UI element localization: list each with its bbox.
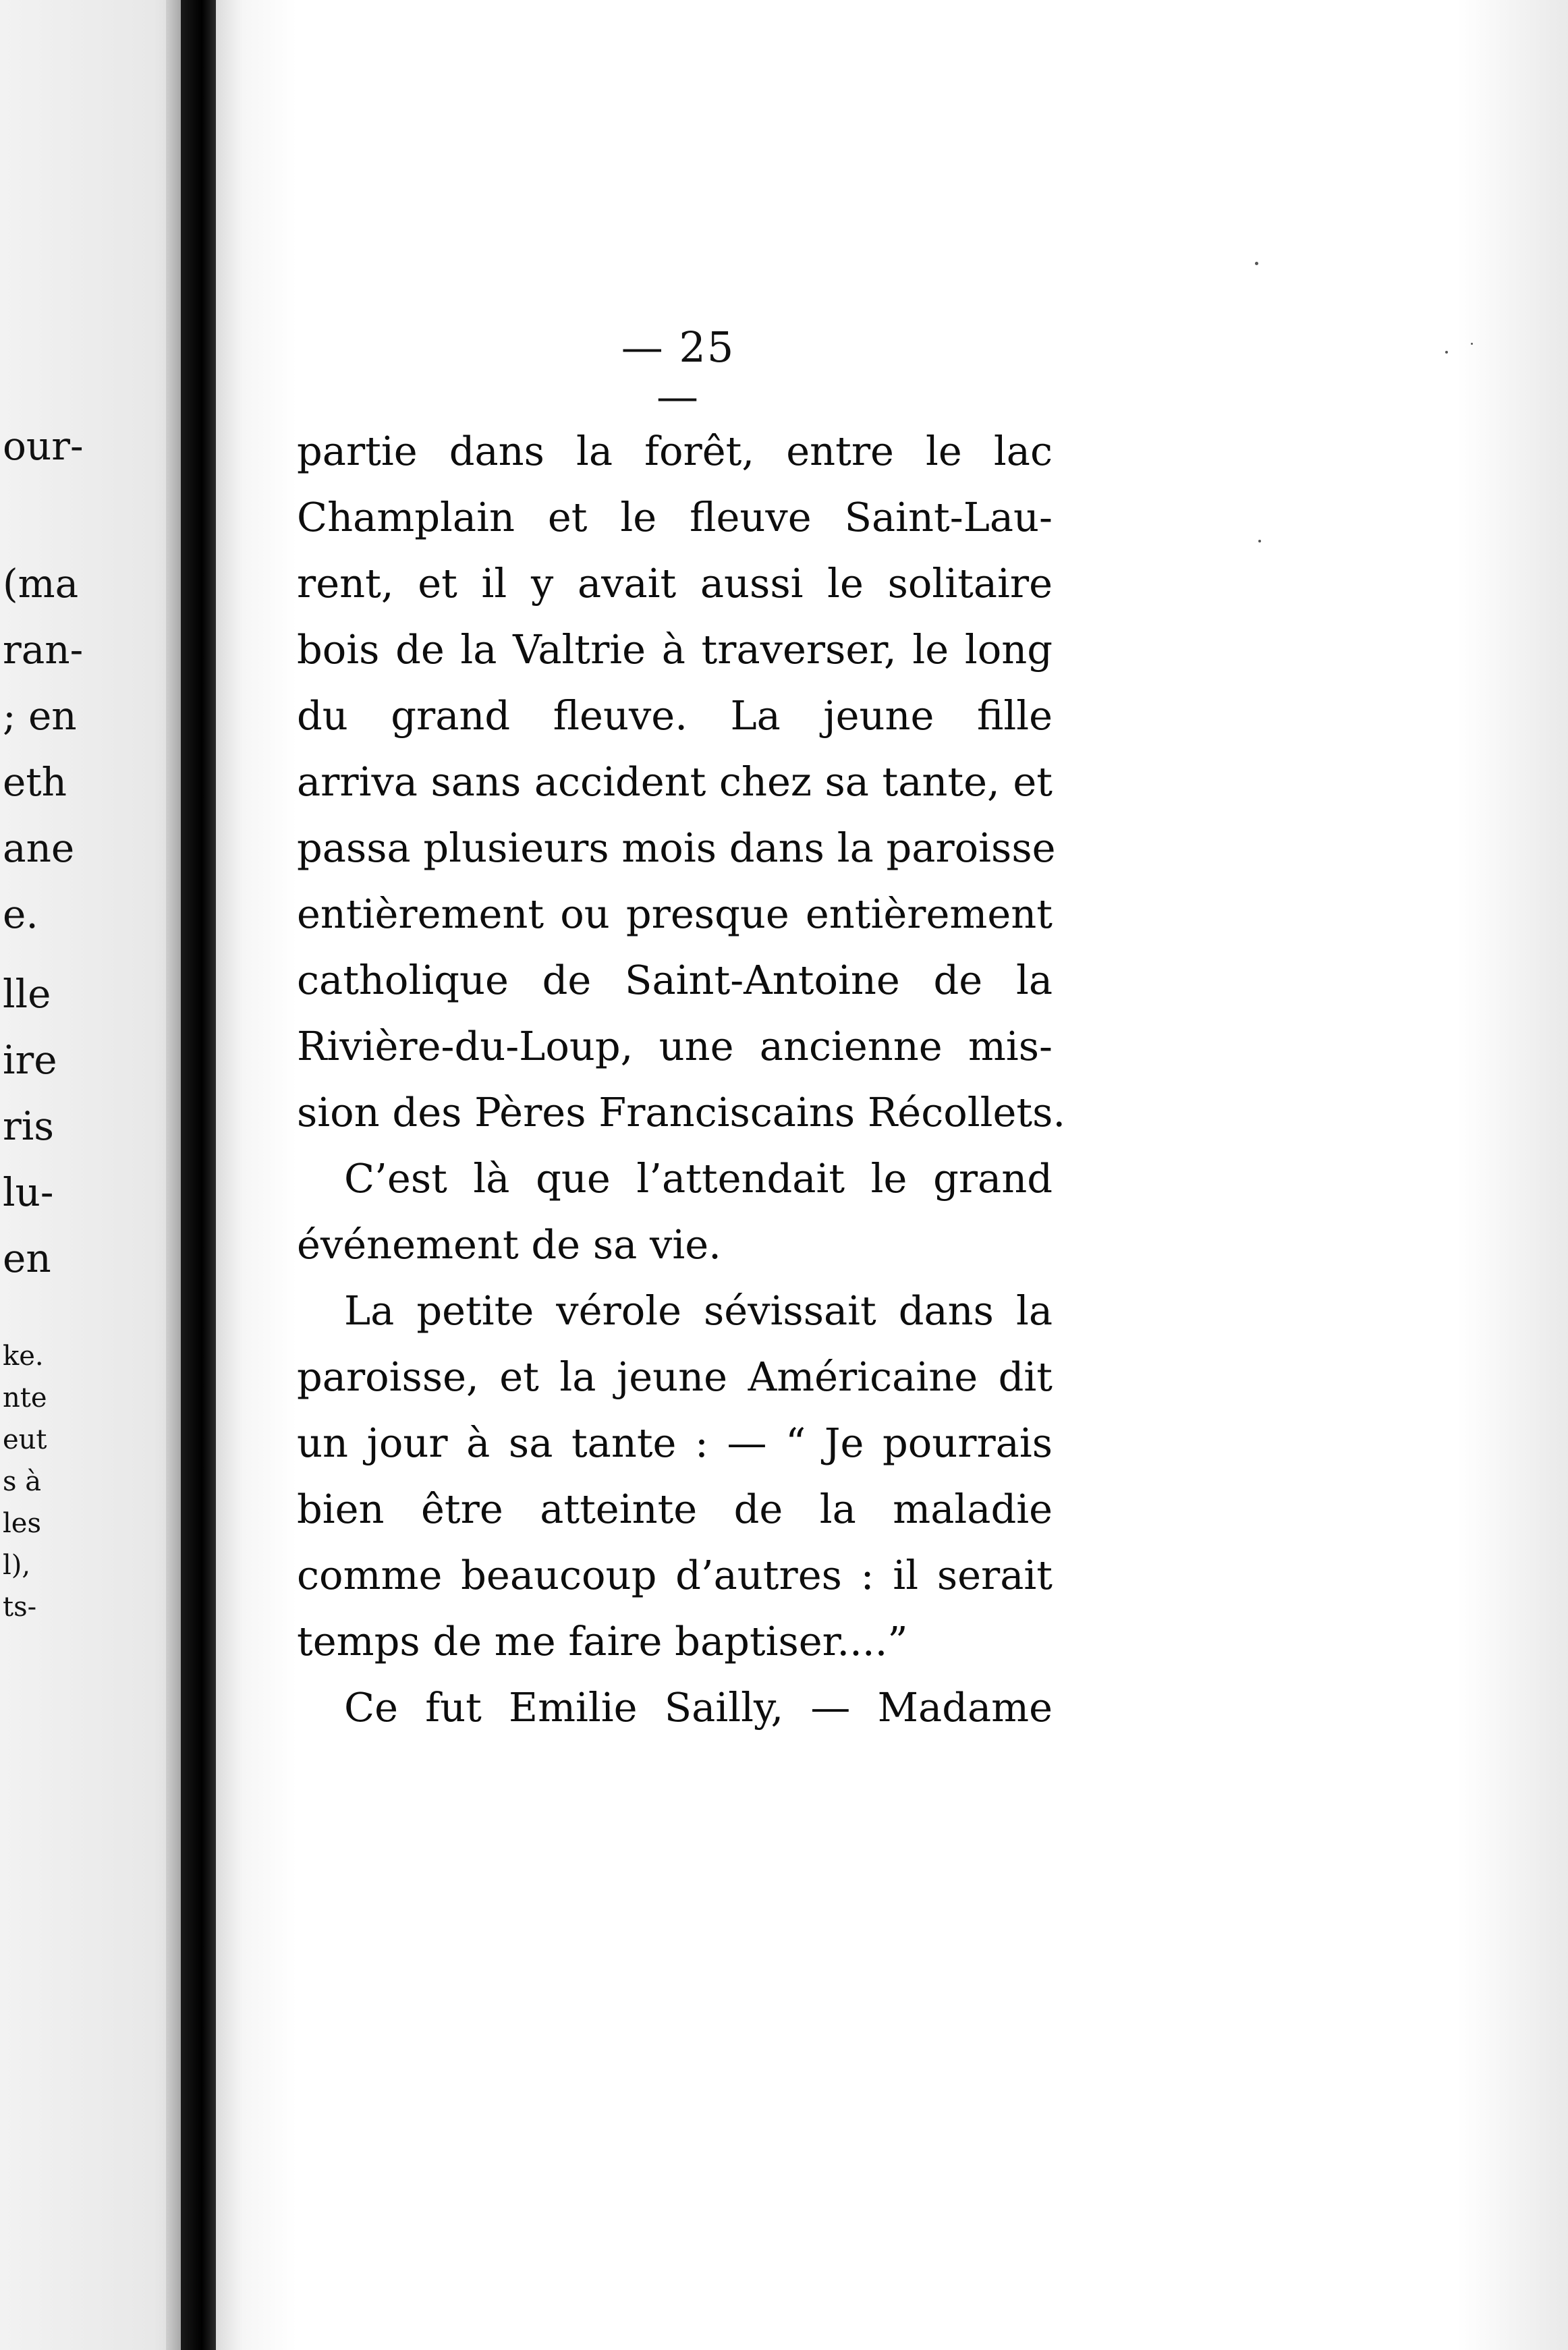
- left-fragment: ; en: [3, 693, 77, 739]
- left-fragment: lle: [3, 971, 51, 1017]
- text-line: catholique de Saint-Antoine de la: [297, 957, 1053, 1003]
- text-line: arriva sans accident chez sa tante, et: [297, 758, 1053, 805]
- left-fragment: l),: [3, 1550, 31, 1581]
- left-fragment: ire: [3, 1037, 57, 1083]
- left-fragment: s à: [3, 1466, 42, 1497]
- book-gutter: [181, 0, 216, 2350]
- left-fragment: ane: [3, 825, 75, 871]
- text-line: événement de sa vie.: [297, 1221, 721, 1268]
- body-text: [297, 418, 1066, 1741]
- left-fragment: lu-: [3, 1169, 54, 1215]
- left-fragment: ran-: [3, 627, 84, 673]
- left-fragment: les: [3, 1508, 41, 1539]
- text-line: temps de me faire baptiser....”: [297, 1618, 908, 1664]
- text-line: partie dans la forêt, entre le lac: [297, 428, 1053, 474]
- text-line: Ce fut Emilie Sailly, — Madame: [344, 1684, 1053, 1731]
- paper-speck: [1445, 351, 1448, 354]
- text-line: passa plusieurs mois dans la paroisse: [297, 824, 1056, 871]
- left-fragment: eut: [3, 1424, 47, 1455]
- text-line: rent, et il y avait aussi le solitaire: [297, 560, 1053, 607]
- text-line: paroisse, et la jeune Américaine dit: [297, 1353, 1053, 1400]
- left-fragment: eth: [3, 759, 67, 805]
- left-page-text-fragments: [0, 0, 181, 2350]
- page-number: — 25 —: [621, 323, 735, 421]
- left-fragment: our-: [3, 423, 84, 469]
- text-line: entièrement ou presque entièrement: [297, 891, 1053, 937]
- left-fragment: ke.: [3, 1341, 44, 1372]
- paper-speck: [1471, 343, 1473, 345]
- text-line: comme beaucoup d’autres : il serait: [297, 1552, 1053, 1598]
- text-line: Champlain et le fleuve Saint-Lau-: [297, 494, 1053, 540]
- text-line: Rivière-du-Loup, une ancienne mis-: [297, 1023, 1053, 1069]
- text-line: C’est là que l’attendait le grand: [344, 1155, 1053, 1202]
- left-fragment: ts-: [3, 1592, 37, 1623]
- paper-speck: [1258, 540, 1261, 542]
- left-fragment: en: [3, 1235, 51, 1281]
- text-line: du grand fleuve. La jeune fille: [297, 692, 1053, 739]
- text-line: bois de la Valtrie à traverser, le long: [297, 626, 1053, 673]
- text-line: bien être atteinte de la maladie: [297, 1486, 1053, 1532]
- text-line: sion des Pères Franciscains Récollets.: [297, 1089, 1066, 1136]
- paper-speck: [1255, 262, 1258, 265]
- left-fragment: (ma: [3, 561, 79, 607]
- left-fragment: ris: [3, 1103, 55, 1149]
- left-fragment: e.: [3, 891, 38, 937]
- left-fragment: nte: [3, 1382, 47, 1414]
- text-line: La petite vérole sévissait dans la: [344, 1287, 1053, 1334]
- text-line: un jour à sa tante : — “ Je pourrais: [297, 1420, 1053, 1466]
